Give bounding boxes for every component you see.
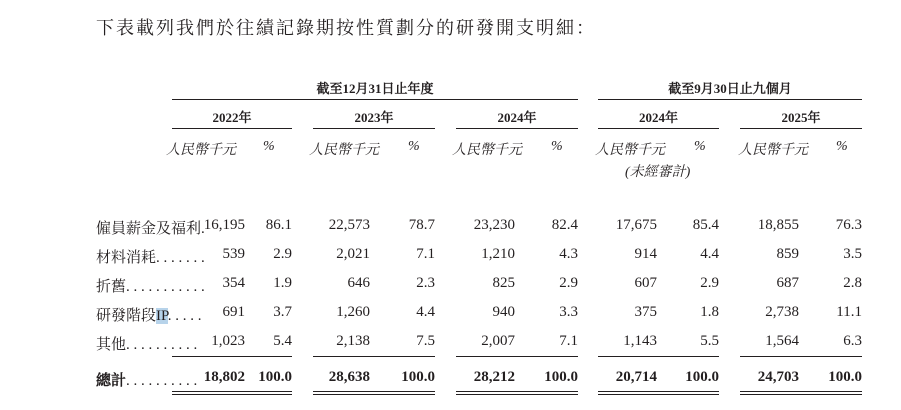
year-rule-2024 xyxy=(456,128,578,129)
row-3-label-text: 研發階段 xyxy=(96,308,157,324)
row-1-leader-dots: . . . . . . . xyxy=(156,250,205,266)
unit-rmb-2023: 人民幣千元 xyxy=(309,143,379,158)
row-4-percent-4: 6.3 xyxy=(843,333,862,349)
total-rule-2022-b xyxy=(172,394,292,395)
unit-unaudited: (未經審計) xyxy=(625,165,691,180)
row-2-amount-4: 687 xyxy=(776,275,799,291)
row-1-percent-2: 4.3 xyxy=(559,246,578,262)
subtotal-rule-2022 xyxy=(172,356,292,357)
row-3-label-highlight: IP xyxy=(156,308,168,324)
subtotal-rule-2024-nine-months xyxy=(598,356,719,357)
row-1-amount-4: 859 xyxy=(776,246,799,262)
row-0-percent-2: 82.4 xyxy=(551,217,578,233)
total-rule-2023-b xyxy=(313,394,435,395)
row-0-percent-1: 78.7 xyxy=(408,217,435,233)
row-2-percent-1: 2.3 xyxy=(416,275,435,291)
row-0-percent-0: 86.1 xyxy=(265,217,292,233)
row-2-amount-1: 646 xyxy=(347,275,370,291)
unit-rmb-2022: 人民幣千元 xyxy=(166,143,236,158)
row-3-percent-0: 3.7 xyxy=(273,304,292,320)
year-header-2024-nine-months: 2024年 xyxy=(638,110,678,125)
total-rule-2025-nine-months-a xyxy=(740,391,862,392)
total-rule-2022-a xyxy=(172,391,292,392)
row-0-amount-4: 18,855 xyxy=(757,217,799,233)
total-rule-2025-nine-months-b xyxy=(740,394,862,395)
row-0-leader-dots: . xyxy=(201,221,205,237)
row-4-percent-1: 7.5 xyxy=(416,333,435,349)
row-1-amount-1: 2,021 xyxy=(336,246,370,262)
year-header-2025-nine-months: 2025年 xyxy=(781,110,821,125)
row-1-percent-0: 2.9 xyxy=(273,246,292,262)
row-4-amount-4: 1,564 xyxy=(765,333,799,349)
year-rule-2024-nine-months xyxy=(598,128,719,129)
row-3-amount-0: 691 xyxy=(222,304,245,320)
row-0-amount-3: 17,675 xyxy=(615,217,657,233)
row-1-percent-3: 4.4 xyxy=(700,246,719,262)
unit-pct-2022: % xyxy=(263,139,275,154)
row-3-amount-2: 940 xyxy=(492,304,515,320)
row-4-percent-2: 7.1 xyxy=(559,333,578,349)
row-2-label-text: 折舊 xyxy=(96,279,127,295)
row-4-amount-0: 1,023 xyxy=(211,333,245,349)
year-rule-2023 xyxy=(313,128,435,129)
total-percent-3: 100.0 xyxy=(685,369,719,385)
row-1-amount-2: 1,210 xyxy=(481,246,515,262)
row-3-amount-3: 375 xyxy=(634,304,657,320)
row-3-amount-4: 2,738 xyxy=(765,304,799,320)
year-header-2023: 2023年 xyxy=(354,110,394,125)
total-amount-1: 28,638 xyxy=(328,369,370,385)
unit-rmb-2025-nine-months: 人民幣千元 xyxy=(738,143,808,158)
group-rule-nine-months xyxy=(598,99,862,100)
row-3-leader-dots: . . . . . xyxy=(167,308,202,324)
total-rule-2024-a xyxy=(456,391,578,392)
row-0-percent-4: 76.3 xyxy=(835,217,862,233)
year-header-2024: 2024年 xyxy=(497,110,537,125)
year-header-2022: 2022年 xyxy=(212,110,252,125)
row-3-percent-3: 1.8 xyxy=(700,304,719,320)
row-1-amount-0: 539 xyxy=(222,246,245,262)
row-4-percent-0: 5.4 xyxy=(273,333,292,349)
row-3-percent-4: 11.1 xyxy=(836,304,862,320)
total-rule-2024-b xyxy=(456,394,578,395)
row-3-percent-1: 4.4 xyxy=(416,304,435,320)
total-percent-4: 100.0 xyxy=(828,369,862,385)
row-4-amount-2: 2,007 xyxy=(481,333,515,349)
row-0-amount-2: 23,230 xyxy=(473,217,515,233)
row-2-percent-2: 2.9 xyxy=(559,275,578,291)
total-amount-4: 24,703 xyxy=(757,369,799,385)
row-0-label-text: 僱員薪金及福利 xyxy=(96,221,202,237)
row-3-amount-1: 1,260 xyxy=(336,304,370,320)
row-1-percent-4: 3.5 xyxy=(843,246,862,262)
row-2-percent-0: 1.9 xyxy=(273,275,292,291)
row-2-percent-3: 2.9 xyxy=(700,275,719,291)
year-rule-2025-nine-months xyxy=(740,128,862,129)
total-label-text: 總計 xyxy=(96,373,127,389)
unit-pct-2023: % xyxy=(408,139,420,154)
total-rule-2024-nine-months-b xyxy=(598,394,719,395)
total-amount-0: 18,802 xyxy=(203,369,245,385)
row-0-amount-1: 22,573 xyxy=(328,217,370,233)
row-2-amount-3: 607 xyxy=(634,275,657,291)
group-header-year-ended: 截至12月31日止年度 xyxy=(316,81,434,96)
total-percent-0: 100.0 xyxy=(258,369,292,385)
row-0-percent-3: 85.4 xyxy=(692,217,719,233)
row-4-amount-1: 2,138 xyxy=(336,333,370,349)
unit-rmb-2024-nine-months: 人民幣千元 xyxy=(595,143,665,158)
total-amount-2: 28,212 xyxy=(473,369,515,385)
total-percent-1: 100.0 xyxy=(401,369,435,385)
subtotal-rule-2023 xyxy=(313,356,435,357)
row-1-amount-3: 914 xyxy=(634,246,657,262)
row-2-amount-0: 354 xyxy=(222,275,245,291)
row-4-leader-dots: . . . . . . . . . . xyxy=(126,337,198,353)
row-2-leader-dots: . . . . . . . . . . . xyxy=(126,279,205,295)
row-1-percent-1: 7.1 xyxy=(416,246,435,262)
unit-pct-2025-nine-months: % xyxy=(836,139,848,154)
subtotal-rule-2025-nine-months xyxy=(740,356,862,357)
year-rule-2022 xyxy=(172,128,292,129)
subtotal-rule-2024 xyxy=(456,356,578,357)
unit-rmb-2024: 人民幣千元 xyxy=(452,143,522,158)
total-percent-2: 100.0 xyxy=(544,369,578,385)
row-2-percent-4: 2.8 xyxy=(843,275,862,291)
row-4-amount-3: 1,143 xyxy=(623,333,657,349)
total-leader-dots: . . . . . . . . . . xyxy=(126,373,198,389)
row-0-amount-0: 16,195 xyxy=(203,217,245,233)
group-header-nine-months: 截至9月30日止九個月 xyxy=(668,81,792,96)
total-rule-2023-a xyxy=(313,391,435,392)
total-rule-2024-nine-months-a xyxy=(598,391,719,392)
group-rule-year-ended xyxy=(172,99,578,100)
total-amount-3: 20,714 xyxy=(615,369,657,385)
unit-pct-2024: % xyxy=(551,139,563,154)
intro-text: 下表載列我們於往績記錄期按性質劃分的研發開支明細： xyxy=(96,18,596,38)
row-4-percent-3: 5.5 xyxy=(700,333,719,349)
unit-pct-2024-nine-months: % xyxy=(694,139,706,154)
row-1-label-text: 材料消耗 xyxy=(96,250,157,266)
row-2-amount-2: 825 xyxy=(492,275,515,291)
row-4-label-text: 其他 xyxy=(96,337,127,353)
row-3-percent-2: 3.3 xyxy=(559,304,578,320)
